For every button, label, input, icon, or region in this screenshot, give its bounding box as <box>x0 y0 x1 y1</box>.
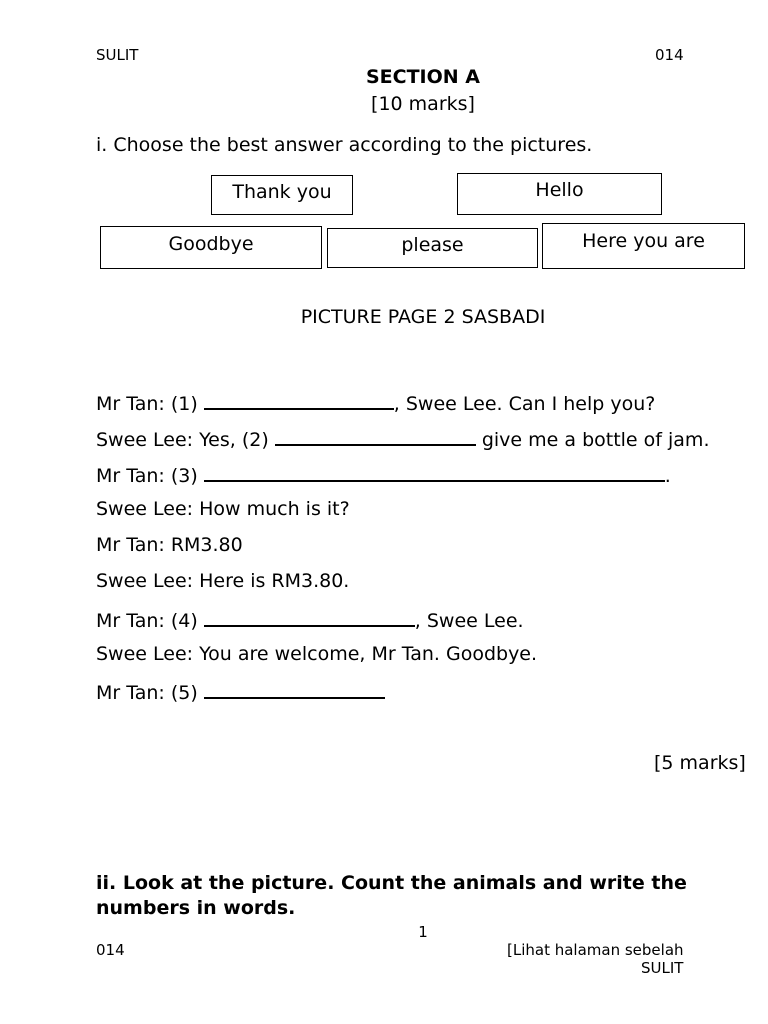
question-1-instruction: i. Choose the best answer according to the pictures. <box>96 134 593 156</box>
header-code: 014 <box>655 46 684 64</box>
answer-blank-1[interactable] <box>204 390 394 410</box>
dialogue-line-8 <box>96 643 537 665</box>
dialogue-text: give me a bottle of jam. <box>475 429 710 451</box>
page-number: 1 <box>418 923 428 941</box>
dialogue-text: , Swee Lee. Can I help you? <box>393 393 656 415</box>
dialogue-line-7 <box>96 607 524 632</box>
section-title: SECTION A <box>365 66 480 88</box>
option-box-here-you-are <box>542 223 745 269</box>
section-marks: [10 marks] <box>371 93 475 115</box>
dialogue-text: Mr Tan: (4) <box>96 610 204 632</box>
dialogue-text: Mr Tan: (5) <box>96 682 204 704</box>
option-label: please <box>401 234 464 256</box>
dialogue-text: , Swee Lee. <box>414 610 524 632</box>
option-box-goodbye <box>100 226 322 269</box>
option-label: Thank you <box>232 181 332 203</box>
question-2-instruction-line-2: numbers in words. <box>96 897 296 919</box>
answer-blank-2[interactable] <box>275 426 476 446</box>
footer-code: 014 <box>96 941 125 959</box>
dialogue-text: . <box>664 465 671 487</box>
dialogue-text: Mr Tan: RM3.80 <box>96 534 243 556</box>
question-2-instruction-line-1: ii. Look at the picture. Count the animals and write the <box>96 872 687 894</box>
footer-sulit: SULIT <box>641 959 684 977</box>
option-box-thank-you <box>211 175 353 215</box>
dialogue-text: Swee Lee: How much is it? <box>96 498 350 520</box>
question-1-marks: [5 marks] <box>654 752 746 774</box>
dialogue-text: Swee Lee: Yes, (2) <box>96 429 275 451</box>
dialogue-text: Swee Lee: You are welcome, Mr Tan. Goodbye. <box>96 643 538 665</box>
answer-blank-5[interactable] <box>204 679 385 699</box>
answer-blank-3[interactable] <box>204 462 665 482</box>
answer-blank-4[interactable] <box>204 607 415 627</box>
picture-placeholder-note: PICTURE PAGE 2 SASBADI <box>300 306 546 328</box>
dialogue-line-6 <box>96 570 349 592</box>
dialogue-text: Mr Tan: (1) <box>96 393 204 415</box>
option-label: Goodbye <box>168 233 254 255</box>
dialogue-line-4 <box>96 498 350 520</box>
dialogue-line-5 <box>96 534 243 556</box>
footer-next-page-note: [Lihat halaman sebelah <box>507 941 684 959</box>
dialogue-line-2 <box>96 426 709 451</box>
header-sulit: SULIT <box>96 46 139 64</box>
dialogue-line-1 <box>96 390 655 415</box>
dialogue-text: Swee Lee: Here is RM3.80. <box>96 570 350 592</box>
dialogue-line-3 <box>96 462 671 487</box>
dialogue-text: Mr Tan: (3) <box>96 465 204 487</box>
dialogue-line-9 <box>96 679 385 704</box>
option-box-please <box>327 228 538 268</box>
option-label: Hello <box>535 179 584 201</box>
option-label: Here you are <box>582 230 705 252</box>
option-box-hello <box>457 173 662 215</box>
